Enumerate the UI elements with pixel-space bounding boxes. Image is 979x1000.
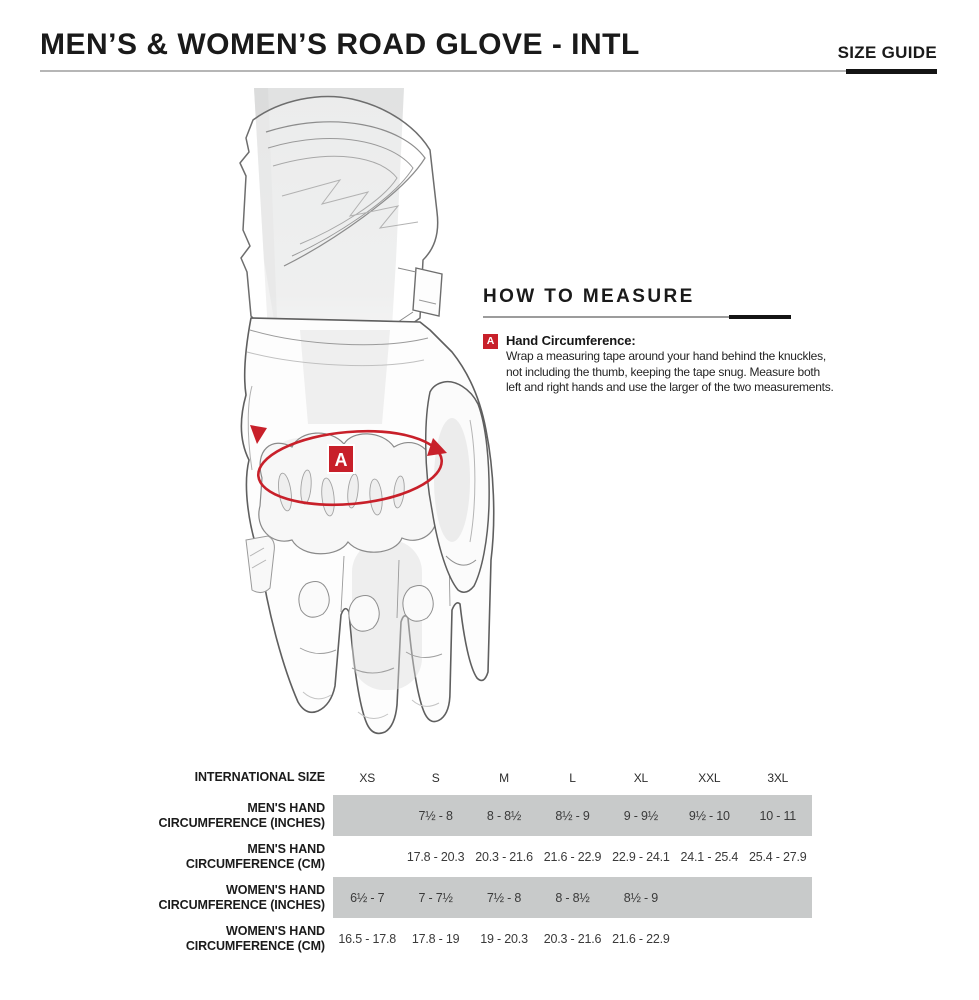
size-value: 6½ - 7 (350, 890, 385, 905)
row-cells (333, 877, 812, 918)
size-value: 16.5 - 17.8 (338, 931, 396, 946)
size-value: 8½ - 9 (623, 890, 659, 905)
size-column-header: 3XL (767, 770, 789, 785)
size-value: 7½ - 8 (418, 808, 453, 823)
glove-illustration-svg (225, 88, 505, 748)
header-divider-accent (846, 69, 937, 74)
measurement-marker-a (328, 445, 354, 473)
size-value: 20.3 - 21.6 (475, 849, 533, 864)
size-value: 22.9 - 24.1 (612, 849, 670, 864)
size-column-header: XS (359, 770, 376, 785)
size-value: 19 - 20.3 (480, 931, 528, 946)
size-value: 21.6 - 22.9 (612, 931, 670, 946)
row-cells (333, 795, 812, 836)
step-text (506, 333, 834, 396)
how-to-measure-section (483, 286, 834, 396)
how-to-measure-divider-accent (729, 315, 791, 319)
row-label: WOMEN'S HAND CIRCUMFERENCE (CM) (185, 924, 325, 953)
size-value: 7 - 7½ (418, 890, 453, 905)
size-value: 8½ - 9 (555, 808, 590, 823)
row-label: WOMEN'S HAND CIRCUMFERENCE (INCHES) (158, 883, 325, 912)
glove-cuff (240, 97, 438, 334)
step-title: Hand Circumference: (506, 333, 636, 348)
row-cells (333, 918, 812, 959)
row-label: MEN'S HAND CIRCUMFERENCE (CM) (185, 842, 325, 871)
row-cells (333, 836, 812, 877)
size-value: 20.3 - 21.6 (543, 931, 602, 946)
size-value: 9 - 9½ (623, 808, 659, 823)
size-column-header: S (431, 770, 440, 785)
table-header-cells (333, 760, 812, 795)
table-row (0, 877, 979, 918)
step-line: left and right hands and use the larger of the two measurements. (506, 380, 834, 394)
size-value: 10 - 11 (759, 808, 797, 823)
table-row (0, 836, 979, 877)
size-value: 24.1 - 25.4 (680, 849, 739, 864)
size-column-header: XL (633, 770, 649, 785)
measure-step (483, 333, 834, 396)
size-value: 8 - 8½ (555, 890, 590, 905)
size-value: 17.8 - 19 (411, 931, 460, 946)
how-to-measure-heading: HOW TO MEASURE (483, 286, 695, 307)
size-value: 25.4 - 27.9 (748, 849, 807, 864)
step-line: not including the thumb, keeping the tape snug. Measure both (506, 364, 820, 379)
step-marker-a: A (483, 334, 498, 349)
size-value: 7½ - 8 (486, 890, 522, 905)
measurement-marker-a-label: A (334, 450, 348, 470)
table-row (0, 795, 979, 836)
header-divider (40, 70, 937, 72)
table-header-label: INTERNATIONAL SIZE (194, 770, 325, 785)
row-label: MEN'S HAND CIRCUMFERENCE (INCHES) (158, 801, 325, 830)
table-header-row (0, 760, 979, 795)
size-value: 21.6 - 22.9 (543, 849, 602, 864)
size-column-header: M (499, 770, 509, 785)
size-column-header: XXL (698, 770, 721, 785)
size-value: 9½ - 10 (688, 808, 730, 823)
size-column-header: L (569, 770, 576, 785)
size-value: 17.8 - 20.3 (406, 849, 465, 864)
size-guide-label: SIZE GUIDE (837, 43, 937, 62)
size-value: 8 - 8½ (486, 808, 522, 823)
step-line: Wrap a measuring tape around your hand behind the knuckles, (506, 349, 826, 363)
how-to-measure-divider (483, 316, 791, 318)
glove-illustration (225, 88, 505, 748)
size-table (0, 760, 979, 959)
table-row (0, 918, 979, 959)
page-title: MEN’S & WOMEN’S ROAD GLOVE - INTL (40, 28, 640, 61)
